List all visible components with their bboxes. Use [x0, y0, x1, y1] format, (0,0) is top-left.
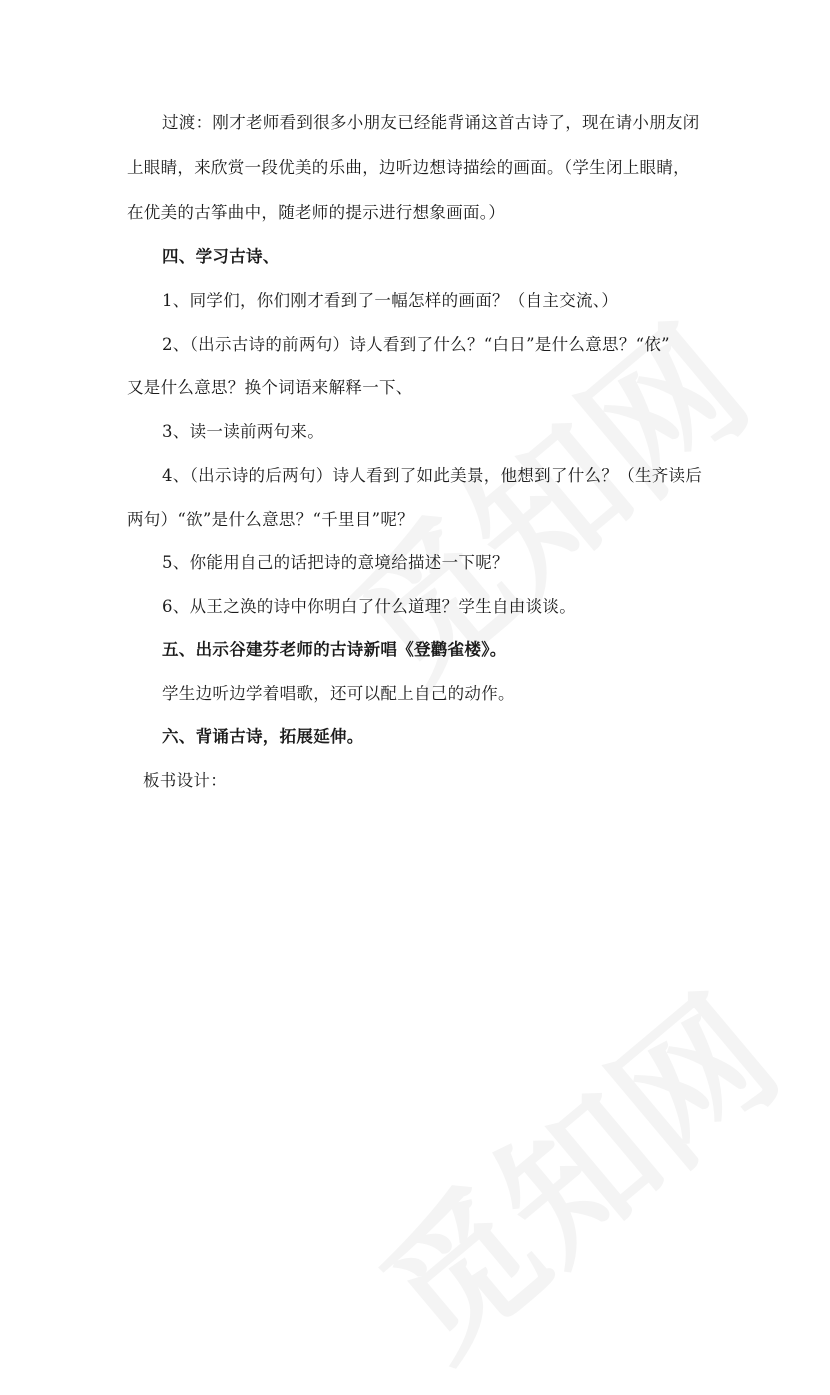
board-design-label: 板书设计：: [143, 771, 227, 790]
question-4-line-1: 4、（出示诗的后两句）诗人看到了如此美景，他想到了什么？（生齐读后: [162, 466, 703, 485]
question-4-line-2: 两句）“欲”是什么意思？“千里目”呢？: [127, 510, 414, 529]
section-heading-5: 五、出示谷建芬老师的古诗新唱《登鹳雀楼》。: [162, 640, 507, 659]
question-2-line-1: 2、（出示古诗的前两句）诗人看到了什么？“白日”是什么意思？“依”: [162, 335, 670, 354]
section-5-body: 学生边听边学着唱歌，还可以配上自己的动作。: [162, 684, 515, 703]
transition-line-3: 在优美的古筝曲中，随老师的提示进行想象画面。）: [127, 203, 506, 222]
section-heading-6: 六、背诵古诗，拓展延伸。: [162, 727, 364, 746]
question-5: 5、你能用自己的话把诗的意境给描述一下呢？: [162, 553, 509, 572]
transition-line-2: 上眼睛，来欣赏一段优美的乐曲，边听边想诗描绘的画面。（学生闭上眼睛，: [127, 158, 690, 177]
transition-line-1: 过渡：刚才老师看到很多小朋友已经能背诵这首古诗了，现在请小朋友闭: [162, 113, 700, 132]
question-1: 1、同学们，你们刚才看到了一幅怎样的画面？（自主交流、）: [162, 291, 619, 310]
section-heading-4: 四、学习古诗、: [162, 247, 280, 266]
question-6: 6、从王之涣的诗中你明白了什么道理？学生自由谈谈。: [162, 597, 576, 616]
watermark-bottom: [330, 941, 814, 1395]
question-3: 3、读一读前两句来。: [162, 422, 324, 441]
question-2-line-2: 又是什么意思？换个词语来解释一下、: [127, 378, 413, 397]
